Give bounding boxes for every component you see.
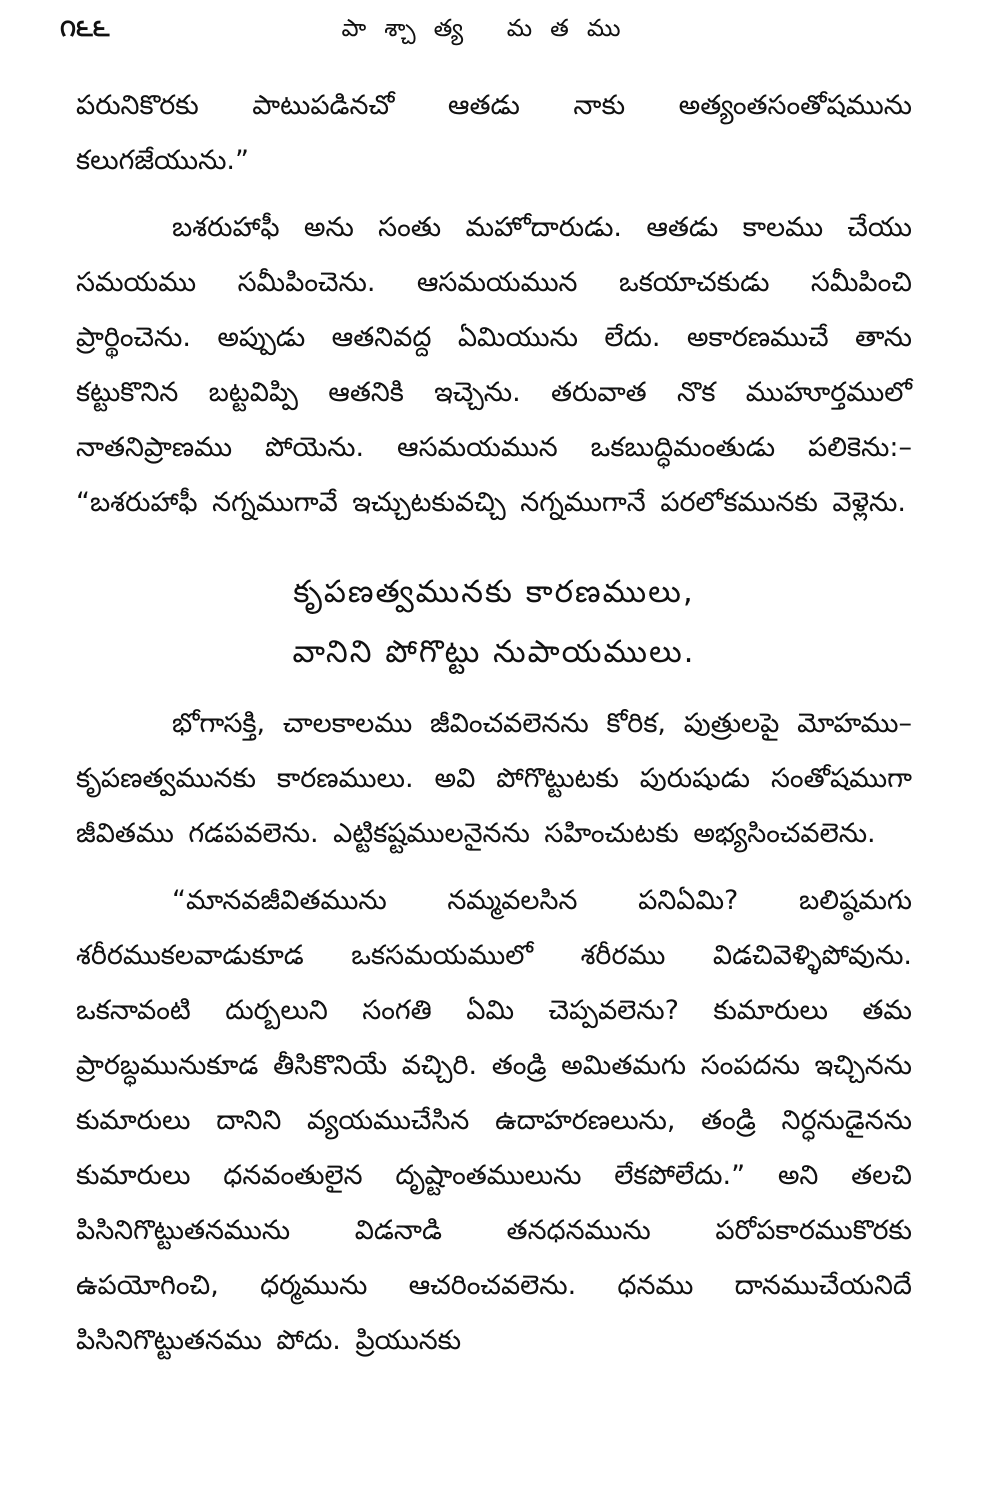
paragraph: భోగాసక్తి, చాలకాలము జీవించవలెనను కోరిక, పుత్రులపై మోహము– కృపణత్వమునకు కారణములు. అవి పోగొట్టుటకు పురుషుడు సంతోషముగా జీవితము గడపవలెను. ఎట్టికష్టములనైనను సహించుటకు అభ్యసించవలెను. [76,708,912,849]
page-body [76,78,912,1368]
page-header [60,14,920,54]
page-number: ౧౬౬ [60,14,110,42]
section-heading-line-2: వానిని పోగొట్టు నుపాయములు. [292,634,696,670]
section-heading-line-1: కృపణత్వమునకు కారణములు, [293,574,695,610]
paragraph: “మానవజీవితమును నమ్మవలసిన పనిఏమి? బలిష్ఠమగు శరీరముకలవాడుకూడ ఒకసమయములో శరీరము విడచివెళ్ళిపోవును. ఒకనావంటి దుర్బలుని సంగతి ఏమి చెప్పవలెను? కుమారులు తమ ప్రారబ్ధమునుకూడ తీసికొనియే వచ్చిరి. తండ్రి అమితమగు సంపదను ఇచ్చినను కుమారులు దానిని వ్యయముచేసిన ఉదాహరణలును, తండ్రి నిర్ధనుడైనను కుమారులు ధనవంతులైన దృష్టాంతములును లేకపోలేదు.” అని తలచి పిసినిగొట్టుతనమును విడనాడి తనధనమును పరోపకారముకొరకు ఉపయోగించి, ధర్మమును ఆచరించవలెను. ధనము దానముచేయనిదే పిసినిగొట్టుతనము పోదు. ప్రియునకు [76,885,912,1356]
section-heading [76,562,912,682]
paragraph-continued: పరునికొరకు పాటుపడినచో ఆతడు నాకు అత్యంతసంతోషమును కలుగజేయును.” [76,90,912,176]
paragraph: బశరుహాఫీ అను సంతు మహోదారుడు. ఆతడు కాలము చేయు సమయము సమీపించెను. ఆసమయమున ఒకయాచకుడు సమీపించి ప్రార్థించెను. అప్పుడు ఆతనివద్ద ఏమియును లేదు. అకారణముచే తాను కట్టుకొనిన బట్టవిప్పి ఆతనికి ఇచ్చెను. తరువాత నొక ముహూర్తములో నాతనిప్రాణము పోయెను. ఆసమయమున ఒకబుద్ధిమంతుడు పలికెను:– “బశరుహాఫీ నగ్నముగావే ఇచ్చుటకువచ్చి నగ్నముగానే పరలోకమునకు వెళ్లెను. [76,212,912,518]
running-title: పాశ్చాత్య మతము [341,14,639,42]
